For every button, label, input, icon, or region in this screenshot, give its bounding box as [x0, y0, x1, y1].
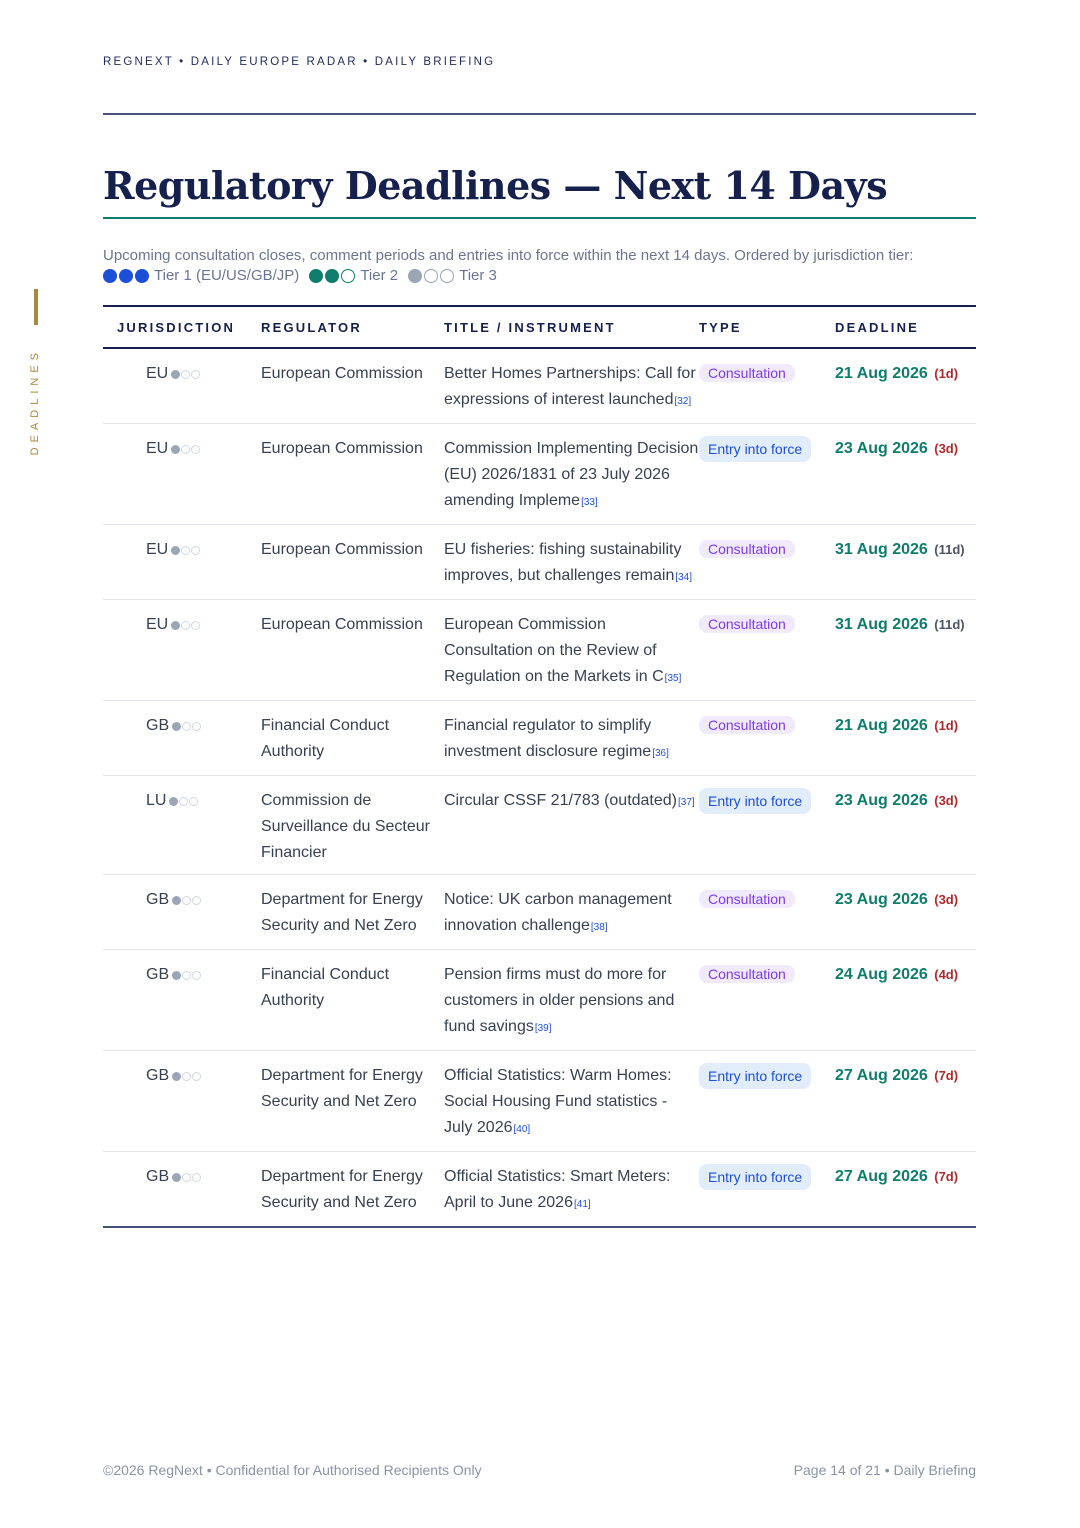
title-cell: [444, 701, 699, 776]
column-header-deadline: DEADLINE: [835, 306, 976, 348]
jurisdiction-cell: [103, 348, 261, 424]
title-cell: [444, 424, 699, 525]
citation-link[interactable]: [38]: [590, 922, 608, 933]
type-badge: Consultation: [699, 890, 795, 908]
column-header-type: TYPE: [699, 306, 835, 348]
type-cell: [699, 600, 835, 701]
section-label: DEADLINES: [29, 348, 41, 456]
tier-legend: [103, 267, 507, 284]
regulator-cell: Financial Conduct Authority: [261, 950, 444, 1051]
page-header: REGNEXT • DAILY EUROPE RADAR • DAILY BRIEFING: [103, 56, 496, 68]
type-cell: [699, 950, 835, 1051]
regulator-cell: Department for Energy Security and Net Zero: [261, 1051, 444, 1152]
jurisdiction-code: EU: [146, 365, 169, 382]
type-badge: Consultation: [699, 965, 795, 983]
legend-item-tier-2: [309, 267, 398, 284]
table-row: [103, 950, 976, 1051]
table-row: [103, 600, 976, 701]
title-divider: [103, 217, 976, 219]
tier-3-icon: [171, 621, 201, 630]
instrument-title: Official Statistics: Smart Meters: April to June 2026: [444, 1168, 671, 1211]
tier-3-icon: [172, 722, 202, 731]
deadline-cell: [835, 600, 976, 701]
jurisdiction-cell: [103, 701, 261, 776]
table-row: [103, 1051, 976, 1152]
title-cell: [444, 1152, 699, 1228]
regulator-cell: Commission de Surveillance du Secteur Financier: [261, 776, 444, 875]
instrument-title: EU fisheries: fishing sustainability improves, but challenges remain: [444, 541, 682, 584]
page-subtitle: Upcoming consultation closes, comment periods and entries into force within the next 14 days. Ordered by jurisdiction tier:: [103, 247, 914, 264]
tier-dot-icon: [424, 269, 438, 283]
type-badge: Consultation: [699, 615, 795, 633]
deadline-cell: [835, 701, 976, 776]
type-cell: [699, 424, 835, 525]
citation-link[interactable]: [35]: [664, 673, 682, 684]
table-row: [103, 701, 976, 776]
regulator-cell: European Commission: [261, 600, 444, 701]
type-badge: [699, 1063, 811, 1089]
regulator-cell: Financial Conduct Authority: [261, 701, 444, 776]
tier-3-icon: [171, 546, 201, 555]
deadline-cell: [835, 776, 976, 875]
type-cell: [699, 348, 835, 424]
days-remaining: (11d): [934, 617, 965, 632]
jurisdiction-code: LU: [146, 792, 167, 809]
citation-link[interactable]: [40]: [513, 1124, 531, 1135]
type-cell: [699, 1051, 835, 1152]
table-row: [103, 348, 976, 424]
deadline-date: 23 Aug 2026: [835, 792, 928, 809]
type-badge-label: Entry into force: [699, 1067, 811, 1085]
days-remaining: (3d): [934, 892, 959, 907]
days-remaining: (4d): [934, 967, 959, 982]
type-cell: [699, 701, 835, 776]
tier-3-icon: [172, 896, 202, 905]
deadline-date: 23 Aug 2026: [835, 891, 928, 908]
tier-3-icon: [171, 370, 201, 379]
type-cell: [699, 525, 835, 600]
jurisdiction-code: GB: [146, 717, 170, 734]
tier-dot-icon: [103, 269, 117, 283]
column-header-title: TITLE / INSTRUMENT: [444, 306, 699, 348]
deadline-date: 31 Aug 2026: [835, 541, 928, 558]
jurisdiction-code: GB: [146, 966, 170, 983]
type-badge-label: Entry into force: [699, 440, 811, 458]
deadline-date: 21 Aug 2026: [835, 717, 928, 734]
title-cell: [444, 776, 699, 875]
citation-link[interactable]: [36]: [652, 748, 669, 759]
citation-link[interactable]: [39]: [534, 1023, 552, 1034]
instrument-title: Pension firms must do more for customers in older pensions and fund savings: [444, 966, 675, 1035]
citation-link[interactable]: [33]: [581, 497, 598, 508]
deadline-cell: [835, 1152, 976, 1228]
jurisdiction-code: EU: [146, 541, 169, 558]
tier-dot-icon: [135, 269, 149, 283]
type-badge: Consultation: [699, 716, 795, 734]
deadline-date: 23 Aug 2026: [835, 440, 928, 457]
legend-item-tier-3: [408, 267, 497, 284]
table-row: [103, 1152, 976, 1228]
jurisdiction-cell: [103, 424, 261, 525]
type-badge: Consultation: [699, 540, 795, 558]
footer-page-number: Page 14 of 21 • Daily Briefing: [793, 1462, 976, 1478]
deadline-cell: [835, 348, 976, 424]
regulator-cell: European Commission: [261, 424, 444, 525]
title-cell: [444, 600, 699, 701]
citation-link[interactable]: [34]: [675, 572, 693, 583]
table-row: [103, 525, 976, 600]
citation-link[interactable]: [32]: [674, 396, 692, 407]
jurisdiction-cell: [103, 525, 261, 600]
tier-dot-icon: [408, 269, 422, 283]
tier-dot-icon: [341, 269, 355, 283]
type-badge-label: Entry into force: [699, 792, 811, 810]
days-remaining: (1d): [934, 718, 959, 733]
tier-dot-icon: [440, 269, 454, 283]
jurisdiction-code: GB: [146, 1067, 170, 1084]
regulator-cell: European Commission: [261, 348, 444, 424]
type-cell: [699, 875, 835, 950]
instrument-title: Official Statistics: Warm Homes: Social Housing Fund statistics - July 2026: [444, 1067, 672, 1136]
tier-dot-icon: [325, 269, 339, 283]
regulator-cell: Department for Energy Security and Net Zero: [261, 1152, 444, 1228]
tier-3-icon: [172, 1173, 202, 1182]
days-remaining: (3d): [934, 441, 959, 456]
legend-label: Tier 2: [360, 267, 399, 284]
tier-3-icon: [169, 797, 199, 806]
deadline-date: 27 Aug 2026: [835, 1067, 928, 1084]
jurisdiction-cell: [103, 1051, 261, 1152]
citation-link[interactable]: [41]: [573, 1199, 591, 1210]
table-row: [103, 776, 976, 875]
deadline-cell: [835, 1051, 976, 1152]
footer-copyright: ©2026 RegNext • Confidential for Authorised Recipients Only: [103, 1462, 482, 1478]
days-remaining: (1d): [934, 366, 959, 381]
column-header-jurisdiction: JURISDICTION: [103, 306, 261, 348]
days-remaining: (11d): [934, 542, 965, 557]
jurisdiction-code: EU: [146, 440, 169, 457]
title-cell: [444, 525, 699, 600]
legend-item-tier-1: [103, 267, 299, 284]
jurisdiction-cell: [103, 875, 261, 950]
header-divider: [103, 113, 976, 115]
regulator-cell: European Commission: [261, 525, 444, 600]
instrument-title: Circular CSSF 21/783 (outdated): [444, 792, 677, 809]
deadline-date: 24 Aug 2026: [835, 966, 928, 983]
type-badge: [699, 1164, 811, 1190]
instrument-title: Notice: UK carbon management innovation challenge: [444, 891, 672, 934]
section-marker: [34, 289, 38, 325]
type-cell: [699, 1152, 835, 1228]
jurisdiction-cell: [103, 1152, 261, 1228]
type-cell: [699, 776, 835, 875]
tier-3-icon: [172, 1072, 202, 1081]
tier-3-icon: [172, 971, 202, 980]
deadlines-table: [103, 305, 976, 1228]
deadline-date: 21 Aug 2026: [835, 365, 928, 382]
jurisdiction-code: GB: [146, 891, 170, 908]
jurisdiction-cell: [103, 950, 261, 1051]
days-remaining: (3d): [934, 793, 959, 808]
page-title: Regulatory Deadlines — Next 14 Days: [103, 163, 888, 208]
column-header-regulator: REGULATOR: [261, 306, 444, 348]
table-header-row: [103, 306, 976, 348]
legend-label: Tier 1 (EU/US/GB/JP): [154, 267, 300, 284]
regulator-cell: Department for Energy Security and Net Zero: [261, 875, 444, 950]
table-row: [103, 875, 976, 950]
deadline-date: 27 Aug 2026: [835, 1168, 928, 1185]
type-badge: [699, 788, 811, 814]
title-cell: [444, 875, 699, 950]
instrument-title: Financial regulator to simplify investment disclosure regime: [444, 717, 652, 760]
deadline-cell: [835, 525, 976, 600]
days-remaining: (7d): [934, 1068, 959, 1083]
title-cell: [444, 348, 699, 424]
table-row: [103, 424, 976, 525]
days-remaining: (7d): [934, 1169, 959, 1184]
tier-dot-icon: [119, 269, 133, 283]
type-badge: [699, 436, 811, 462]
jurisdiction-cell: [103, 600, 261, 701]
title-cell: [444, 1051, 699, 1152]
citation-link[interactable]: [37]: [678, 797, 695, 808]
jurisdiction-code: GB: [146, 1168, 170, 1185]
title-cell: [444, 950, 699, 1051]
deadline-cell: [835, 950, 976, 1051]
deadline-cell: [835, 875, 976, 950]
tier-dot-icon: [309, 269, 323, 283]
instrument-title: European Commission Consultation on the Review of Regulation on the Markets in C: [444, 616, 664, 685]
deadline-cell: [835, 424, 976, 525]
deadline-date: 31 Aug 2026: [835, 616, 928, 633]
type-badge-label: Entry into force: [699, 1168, 811, 1186]
jurisdiction-code: EU: [146, 616, 169, 633]
tier-3-icon: [171, 445, 201, 454]
jurisdiction-cell: [103, 776, 261, 875]
type-badge: Consultation: [699, 364, 795, 382]
instrument-title: Better Homes Partnerships: Call for expressions of interest launched: [444, 365, 696, 408]
instrument-title: Commission Implementing Decision (EU) 2026/1831 of 23 July 2026 amending Impleme: [444, 440, 699, 509]
legend-label: Tier 3: [459, 267, 497, 284]
